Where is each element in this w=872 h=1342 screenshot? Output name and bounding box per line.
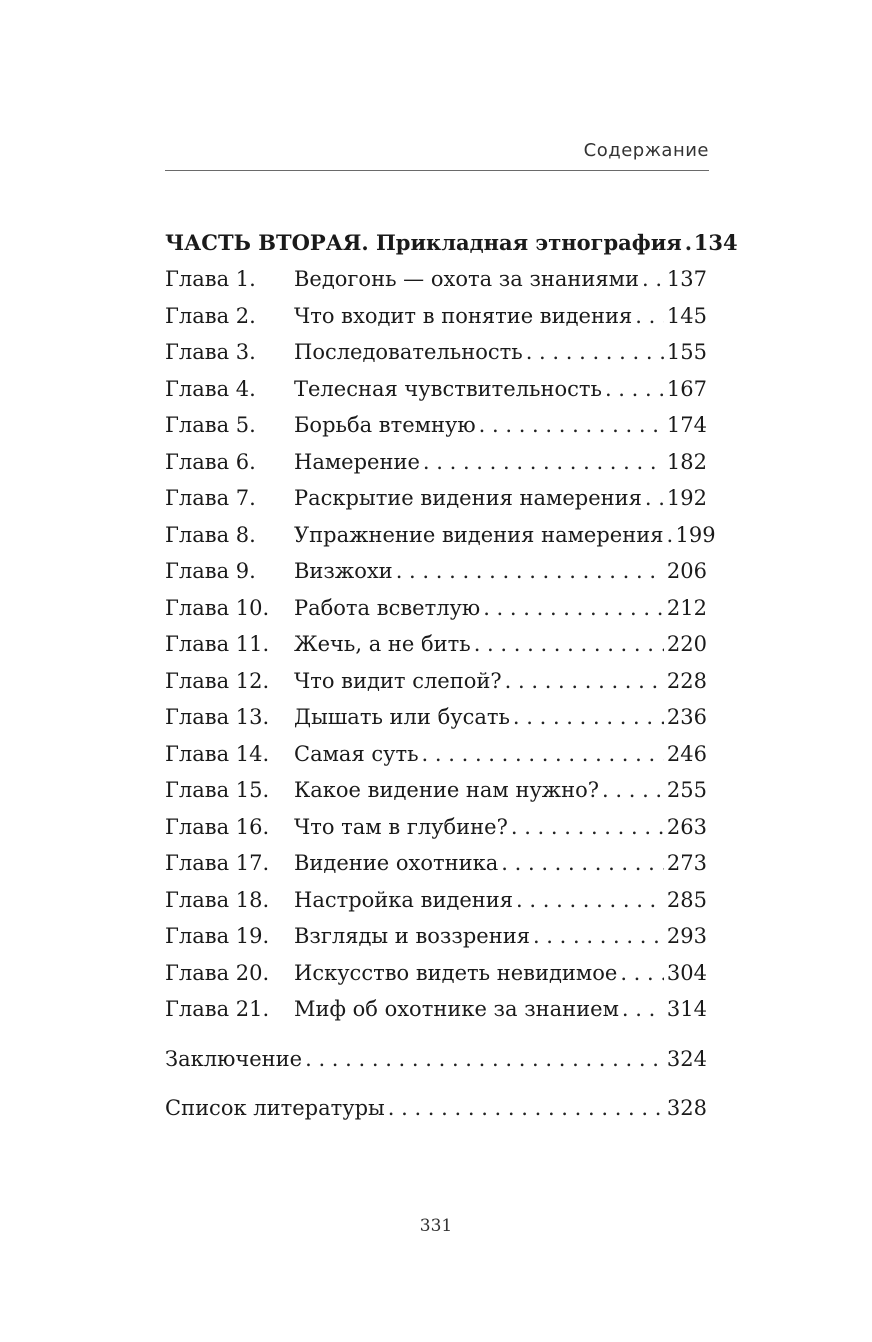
toc-chapter-entry[interactable] (165, 736, 707, 773)
running-head: Содержание (583, 140, 709, 161)
dot-leader (422, 736, 664, 773)
toc-page-number: 220 (666, 632, 707, 656)
dot-leader (396, 553, 664, 590)
toc-chapter-entry[interactable] (165, 553, 707, 590)
toc-chapter-entry[interactable] (165, 444, 707, 481)
toc-chapter-entry[interactable] (165, 882, 707, 919)
table-of-contents (165, 224, 738, 1127)
dot-leader (516, 882, 664, 919)
chapter-label: Глава 21. (165, 997, 270, 1021)
chapter-label: Глава 20. (165, 960, 270, 985)
toc-chapter-entry[interactable] (165, 918, 707, 955)
toc-page-number: 155 (666, 340, 707, 364)
toc-page-number: 273 (666, 851, 707, 875)
chapter-title: Ведогонь — охота за знаниями (294, 267, 639, 291)
dot-leader (423, 444, 664, 481)
chapter-label: Глава 18. (165, 887, 270, 912)
chapter-title: Упражнение видения намерения (294, 522, 664, 547)
dot-leader (622, 991, 664, 1028)
toc-chapter-entry[interactable] (165, 699, 707, 736)
toc-page-number: 137 (666, 267, 707, 291)
toc-page-number: 212 (666, 595, 707, 620)
toc-chapter-entry[interactable] (165, 371, 707, 408)
toc-chapter-entry[interactable] (165, 991, 707, 1028)
page-number: 331 (419, 1216, 453, 1236)
chapter-title: Что входит в понятие видения (294, 303, 633, 328)
chapter-title: Самая суть (294, 741, 419, 766)
chapter-title: Последовательность (294, 340, 523, 364)
chapter-title: Настройка видения (294, 887, 514, 912)
toc-chapter-entry[interactable] (165, 809, 707, 846)
toc-part-entry[interactable] (165, 224, 738, 261)
dot-leader (388, 1090, 664, 1127)
dot-leader (479, 407, 664, 444)
dot-leader (605, 371, 664, 408)
toc-chapter-entry[interactable] (165, 334, 707, 371)
chapter-title: Что видит слепой? (294, 668, 502, 693)
chapter-title: Видение охотника (294, 851, 499, 875)
dot-leader (474, 626, 664, 663)
toc-chapter-entry[interactable] (165, 590, 707, 627)
toc-page-number: 182 (666, 449, 707, 474)
toc-chapter-entry[interactable] (165, 955, 707, 992)
toc-chapter-entry[interactable] (165, 261, 707, 298)
bibliography-title: Список литературы (165, 1096, 385, 1120)
chapter-label: Глава 2. (165, 303, 256, 328)
chapter-label: Глава 16. (165, 814, 270, 839)
chapter-label: Глава 5. (165, 413, 256, 437)
toc-page-number: 246 (666, 741, 707, 766)
toc-part-title: ЧАСТЬ ВТОРАЯ. Прикладная этнография (165, 230, 682, 255)
chapter-title: Взгляды и воззрения (294, 924, 530, 948)
chapter-label: Глава 9. (165, 559, 256, 583)
chapter-label: Глава 7. (165, 486, 256, 510)
chapter-title: Телесная чувствительность (294, 376, 602, 401)
chapter-title: Раскрытие видения намерения (294, 486, 642, 510)
toc-page-number: 167 (666, 376, 707, 401)
chapter-label: Глава 11. (165, 632, 270, 656)
chapter-label: Глава 1. (165, 267, 256, 291)
conclusion-title: Заключение (165, 1046, 303, 1071)
toc-page-number: 328 (666, 1096, 707, 1120)
toc-chapter-entry[interactable] (165, 298, 707, 335)
dot-leader (645, 480, 664, 517)
chapter-title: Искусство видеть невидимое (294, 960, 618, 985)
dot-leader (505, 663, 664, 700)
toc-page-number: 285 (666, 887, 707, 912)
dot-leader (305, 1041, 664, 1078)
dot-leader (685, 224, 691, 261)
toc-page-number: 314 (666, 997, 707, 1021)
chapter-title: Какое видение нам нужно? (294, 778, 600, 802)
toc-chapter-entry[interactable] (165, 663, 707, 700)
chapter-title: Дышать или бусать (294, 705, 510, 729)
toc-page-number: 255 (666, 778, 707, 802)
toc-page-number: 199 (675, 522, 716, 547)
chapter-label: Глава 10. (165, 595, 270, 620)
chapter-label: Глава 13. (165, 705, 270, 729)
toc-page-number: 174 (666, 413, 707, 437)
dot-leader (511, 809, 664, 846)
dot-leader (513, 699, 664, 736)
toc-page-number: 293 (666, 924, 707, 948)
toc-chapter-entry[interactable] (165, 772, 707, 809)
toc-conclusion-entry[interactable] (165, 1041, 707, 1078)
chapter-label: Глава 12. (165, 668, 270, 693)
chapter-title: Что там в глубине? (294, 814, 508, 839)
toc-chapter-entry[interactable] (165, 845, 707, 882)
chapter-title: Визжохи (294, 559, 393, 583)
chapter-label: Глава 14. (165, 741, 270, 766)
chapter-label: Глава 8. (165, 522, 256, 547)
toc-chapter-entry[interactable] (165, 407, 707, 444)
chapter-label: Глава 17. (165, 851, 270, 875)
toc-page-number: 304 (666, 960, 707, 985)
chapter-title: Борьба втемную (294, 413, 476, 437)
chapter-label: Глава 6. (165, 449, 256, 474)
dot-leader (501, 845, 664, 882)
dot-leader (526, 334, 664, 371)
toc-page-number: 228 (666, 668, 707, 693)
toc-page-number: 134 (693, 230, 738, 255)
dot-leader (666, 517, 672, 554)
toc-page-number: 263 (666, 814, 707, 839)
toc-page-number: 192 (666, 486, 707, 510)
toc-page-number: 145 (666, 303, 707, 328)
chapter-label: Глава 3. (165, 340, 256, 364)
header-rule (165, 170, 709, 171)
toc-chapter-entry[interactable] (165, 626, 707, 663)
chapter-label: Глава 15. (165, 778, 270, 802)
chapter-title: Миф об охотнике за знанием (294, 997, 619, 1021)
chapter-label: Глава 19. (165, 924, 270, 948)
chapter-title: Намерение (294, 449, 420, 474)
dot-leader (602, 772, 664, 809)
chapter-title: Работа всветлую (294, 595, 481, 620)
chapter-title: Жечь, а не бить (294, 632, 471, 656)
toc-chapter-entry[interactable] (165, 517, 716, 554)
toc-page-number: 206 (666, 559, 707, 583)
toc-page-number: 324 (666, 1046, 707, 1071)
toc-page-number: 236 (666, 705, 707, 729)
chapter-label: Глава 4. (165, 376, 256, 401)
toc-bibliography-entry[interactable] (165, 1090, 707, 1127)
dot-leader (635, 298, 664, 335)
dot-leader (620, 955, 664, 992)
dot-leader (642, 261, 664, 298)
dot-leader (483, 590, 664, 627)
toc-chapter-entry[interactable] (165, 480, 707, 517)
dot-leader (533, 918, 664, 955)
